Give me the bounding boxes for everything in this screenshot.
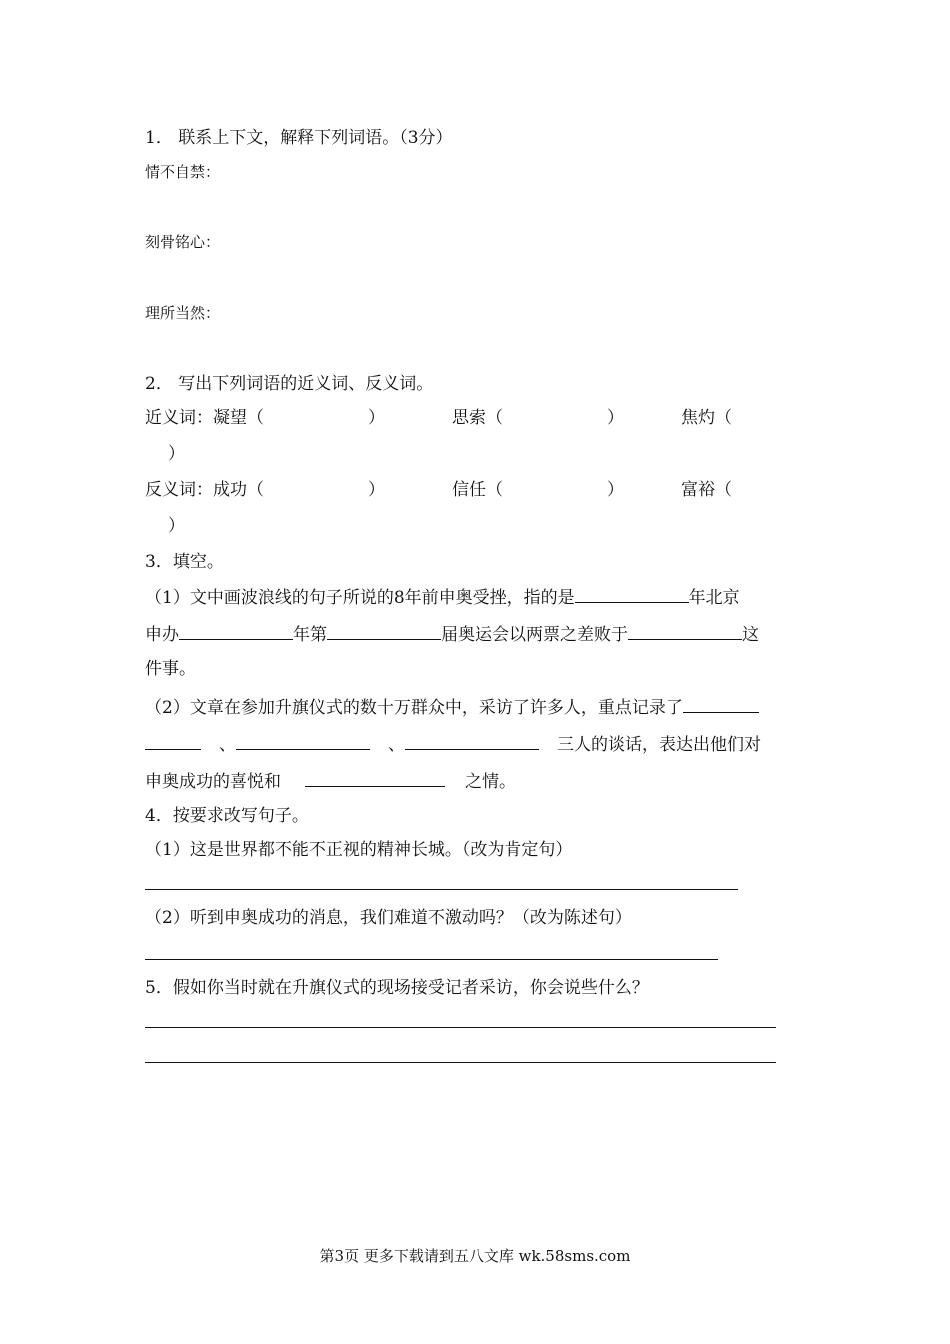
close-paren: ） bbox=[368, 408, 385, 428]
open-paren: （ bbox=[247, 408, 264, 428]
q3-p2-line1 bbox=[145, 694, 759, 720]
q3-p1-line2 bbox=[145, 621, 759, 647]
close-paren: ） bbox=[168, 444, 185, 464]
antonym-word-3: 富裕 bbox=[681, 480, 715, 500]
q1-term-3: 理所当然： bbox=[145, 304, 221, 322]
antonym-word-2: 信任 bbox=[452, 480, 486, 500]
answer-line-2[interactable] bbox=[145, 959, 718, 960]
antonym-word-1: 成功 bbox=[213, 480, 247, 500]
open-paren: （ bbox=[715, 480, 732, 500]
q4-sentence-1: （1）这是世界都不能不正视的精神长城。（改为肯定句） bbox=[145, 840, 573, 860]
q3-p2-text: 申奥成功的喜悦和 bbox=[145, 772, 281, 792]
q2-antonym-item-3 bbox=[681, 478, 732, 502]
antonym-label: 反义词： bbox=[145, 480, 213, 500]
separator: 、 bbox=[219, 735, 236, 755]
close-paren: ） bbox=[368, 480, 385, 500]
q3-title: 3．填空。 bbox=[145, 552, 224, 572]
q1-term-2: 刻骨铭心： bbox=[145, 233, 221, 251]
q2-synonym-item-3 bbox=[681, 406, 732, 430]
q3-p2-text: （2）文章在参加升旗仪式的数十万群众中，采访了许多人，重点记录了 bbox=[145, 698, 683, 718]
page-footer: 第3页 更多下载请到五八文库 wk.58sms.com bbox=[319, 1247, 631, 1265]
answer-line-1[interactable] bbox=[145, 889, 738, 890]
synonym-word-2: 思索 bbox=[452, 408, 486, 428]
close-paren: ） bbox=[168, 516, 185, 536]
fill-blank-6[interactable] bbox=[236, 731, 370, 750]
q3-p1-text: 届奥运会以两票之差败于 bbox=[441, 625, 628, 645]
synonym-label: 近义词： bbox=[145, 408, 213, 428]
q3-p1-text: 这 bbox=[742, 625, 759, 645]
open-paren: （ bbox=[715, 408, 732, 428]
q3-p1-line1 bbox=[145, 584, 740, 610]
open-paren: （ bbox=[486, 408, 503, 428]
synonym-word-1: 凝望 bbox=[213, 408, 247, 428]
q2-synonym-item-2 bbox=[452, 406, 624, 430]
fill-blank-5-cont[interactable] bbox=[145, 731, 201, 750]
fill-blank-2[interactable] bbox=[179, 621, 293, 640]
answer-line-4[interactable] bbox=[145, 1062, 776, 1063]
q2-antonym-item-2 bbox=[452, 478, 624, 502]
fill-blank-1[interactable] bbox=[575, 584, 689, 603]
close-paren: ） bbox=[607, 480, 624, 500]
close-paren: ） bbox=[607, 408, 624, 428]
q3-p1-text: 年第 bbox=[293, 625, 327, 645]
q3-p1-text: 申办 bbox=[145, 625, 179, 645]
q1-title: 1． 联系上下文，解释下列词语。（3分） bbox=[145, 128, 453, 148]
q2-antonym-wrap bbox=[168, 514, 185, 538]
open-paren: （ bbox=[486, 480, 503, 500]
answer-line-3[interactable] bbox=[145, 1027, 776, 1028]
q3-p2-text: 之情。 bbox=[465, 772, 516, 792]
q3-p1-line3: 件事。 bbox=[145, 659, 196, 679]
q3-p1-text: （1）文中画波浪线的句子所说的8年前申奥受挫，指的是 bbox=[145, 588, 575, 608]
q2-antonym-row bbox=[145, 478, 385, 502]
q1-term-1: 情不自禁： bbox=[145, 163, 221, 181]
fill-blank-5[interactable] bbox=[683, 694, 759, 713]
q3-p2-text: 三人的谈话，表达出他们对 bbox=[557, 735, 761, 755]
synonym-word-3: 焦灼 bbox=[681, 408, 715, 428]
q2-synonym-row bbox=[145, 406, 385, 430]
fill-blank-8[interactable] bbox=[305, 768, 445, 787]
q2-title: 2． 写出下列词语的近义词、反义词。 bbox=[145, 374, 434, 394]
q2-synonym-wrap bbox=[168, 442, 185, 466]
open-paren: （ bbox=[247, 480, 264, 500]
q3-p2-line3 bbox=[145, 768, 516, 794]
separator: 、 bbox=[388, 735, 405, 755]
q3-p2-line2 bbox=[145, 731, 761, 757]
fill-blank-3[interactable] bbox=[327, 621, 441, 640]
q4-title: 4．按要求改写句子。 bbox=[145, 806, 309, 826]
q3-p1-text: 年北京 bbox=[688, 588, 740, 608]
fill-blank-7[interactable] bbox=[405, 731, 539, 750]
q5-title: 5．假如你当时就在升旗仪式的现场接受记者采访，你会说些什么？ bbox=[145, 978, 649, 998]
fill-blank-4[interactable] bbox=[628, 621, 742, 640]
q4-sentence-2: （2）听到申奥成功的消息，我们难道不激动吗？（改为陈述句） bbox=[145, 908, 632, 928]
